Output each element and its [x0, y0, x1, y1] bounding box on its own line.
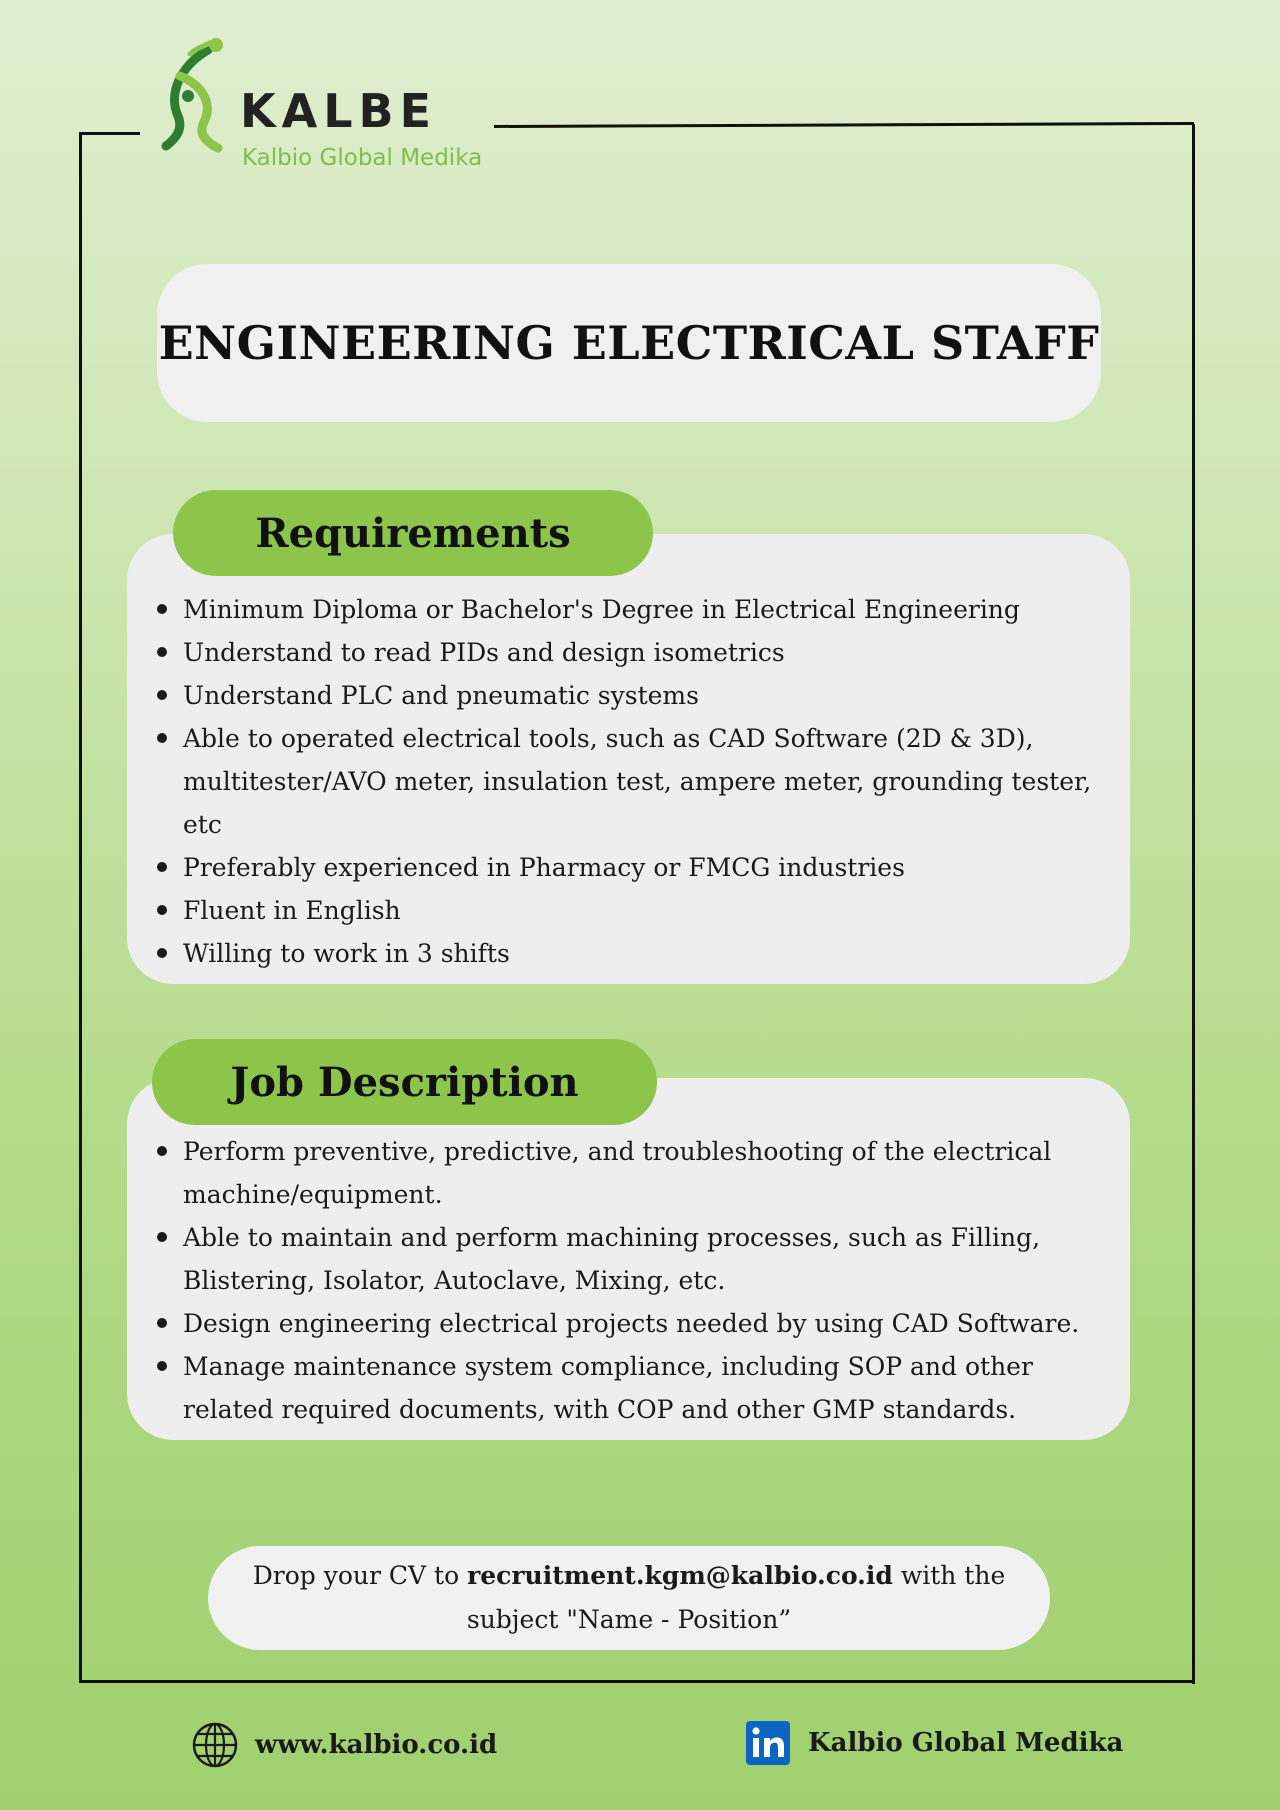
brand-subtitle: Kalbio Global Medika — [242, 145, 483, 171]
job-description-card — [127, 1078, 1130, 1440]
frame-left — [79, 132, 82, 1681]
requirements-heading: Requirements — [255, 509, 571, 557]
cta-email-link[interactable]: recruitment.kgm@kalbio.co.id — [467, 1561, 893, 1590]
page-title: ENGINEERING ELECTRICAL STAFF — [158, 316, 1100, 370]
kalbe-logo — [160, 36, 540, 176]
job-description-heading: Job Description — [230, 1058, 579, 1106]
list-item: Willing to work in 3 shifts — [155, 932, 1110, 975]
requirements-list — [155, 588, 1110, 975]
list-item: Understand to read PIDs and design isometrics — [155, 631, 1110, 674]
list-item: Perform preventive, predictive, and troubleshooting of the electrical machine/equipment. — [155, 1130, 1110, 1216]
kalbe-figure-icon — [160, 36, 232, 154]
frame-bottom — [79, 1680, 1195, 1683]
frame-top-left — [80, 132, 140, 135]
cta-text — [248, 1554, 1010, 1642]
cta-prefix: Drop your CV to — [252, 1561, 468, 1590]
linkedin-icon — [746, 1721, 790, 1765]
linkedin-label: Kalbio Global Medika — [808, 1728, 1124, 1758]
footer-linkedin[interactable] — [746, 1721, 1123, 1765]
frame-top-right — [494, 122, 1194, 128]
list-item: Design engineering electrical projects needed by using CAD Software. — [155, 1302, 1110, 1345]
footer-website[interactable] — [191, 1721, 497, 1769]
job-description-list — [155, 1130, 1110, 1431]
frame-right — [1192, 124, 1195, 1684]
list-item: Understand PLC and pneumatic systems — [155, 674, 1110, 717]
globe-icon — [191, 1721, 239, 1769]
title-pill — [157, 264, 1101, 422]
cta-pill — [208, 1546, 1050, 1650]
website-label: www.kalbio.co.id — [255, 1730, 498, 1760]
list-item: Fluent in English — [155, 889, 1110, 932]
job-description-heading-tab — [152, 1039, 657, 1125]
list-item: Minimum Diploma or Bachelor's Degree in Electrical Engineering — [155, 588, 1110, 631]
list-item: Preferably experienced in Pharmacy or FMCG industries — [155, 846, 1110, 889]
cta-suffix: with the subject "Name - Position” — [466, 1561, 1006, 1634]
list-item: Able to operated electrical tools, such as CAD Software (2D & 3D), multitester/AVO meter, insulation test, ampere meter, grounding tester, etc — [155, 717, 1110, 846]
requirements-card — [127, 534, 1130, 984]
list-item: Able to maintain and perform machining processes, such as Filling, Blistering, Isolator, Autoclave, Mixing, etc. — [155, 1216, 1110, 1302]
brand-name: KALBE — [240, 84, 438, 138]
list-item: Manage maintenance system compliance, including SOP and other related required documents, with COP and other GMP standards. — [155, 1345, 1110, 1431]
requirements-heading-tab — [173, 490, 653, 576]
